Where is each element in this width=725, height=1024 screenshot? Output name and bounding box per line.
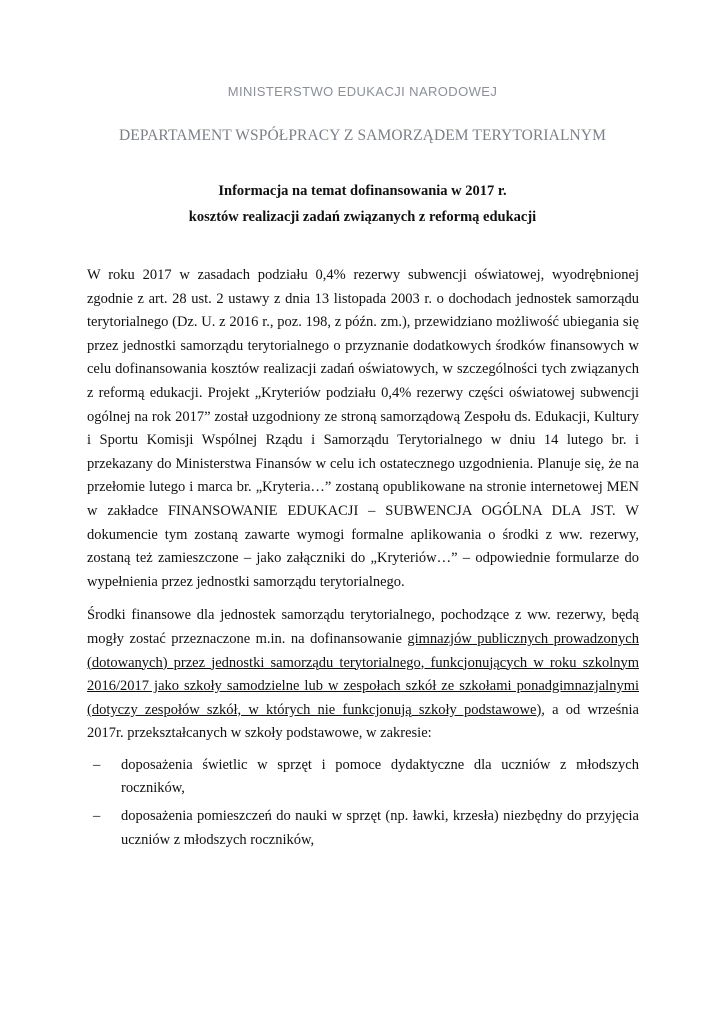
document-body (87, 264, 639, 852)
document-title (0, 178, 725, 230)
paragraph-2-start: Środki finansowe dla jednostek samorządu terytorialnego, pochodzące z ww. rezerwy, będą mogły zostać przeznaczone m.in. na dofinansowanie (87, 607, 639, 647)
paragraph-2-end: , a od września 2017r. przekształcanych w szkoły podstawowe, w zakresie: (87, 701, 639, 742)
ministry-logo-text: MINISTERSTWO EDUKACJI NARODOWEJ (227, 84, 498, 99)
paragraph-2-underlined: gimnazjów publicznych prowadzonych (dotowanych) przez jednostki samorządu terytorialnego, funkcjonujących w roku szkolnym 2016/2017 jako szkoły samodzielne lub w zespołach szkół ze szkołami ponadgimnazjalnymi (dotyczy zespołów szkół, w których nie funkcjonują szkoły podstawowe) (87, 630, 639, 718)
dash-bullet-icon: – (93, 808, 101, 825)
list-item-text: doposażenia pomieszczeń do nauki w sprzęt (np. ławki, krzesła) niezbędny do przyjęcia uczniów z młodszych roczników, (121, 808, 639, 848)
bullet-list (87, 754, 639, 852)
list-item-text: doposażenia świetlic w sprzęt i pomoce dydaktyczne dla uczniów z młodszych roczników, (121, 756, 639, 797)
paragraph-1: W roku 2017 w zasadach podziału 0,4% rezerwy subwencji oświatowej, wyodrębnionej zgodnie z art. 28 ust. 2 ustawy z dnia 13 listopada 2003 r. o dochodach jednostek samorządu terytorialnego (Dz. U. z 2016 r., poz. 198, z późn. zm.), przewidziano możliwość ubiegania się przez jednostki samorządu terytorialnego o przyznanie dodatkowych środków finansowych w celu dofinansowania kosztów realizacji zadań oświatowych, w szczególności tych związanych z reformą edukacji. Projekt „Kryteriów podziału 0,4% rezerwy części oświatowej subwencji ogólnej na rok 2017” został uzgodniony ze stroną samorządową Zespołu ds. Edukacji, Kultury i Sportu Komisji Wspólnej Rządu i Samorządu Terytorialnego w dniu 14 lutego br. i przekazany do Ministerstwa Finansów w celu ich ostatecznego uzgodnienia. Planuje się, że na przełomie lutego i marca br. „Kryteria…” zostaną opublikowane na stronie internetowej MEN w zakładce FINANSOWANIE EDUKACJI – SUBWENCJA OGÓLNA DLA JST. W dokumencie tym zostaną zawarte wymogi formalne aplikowania o środki z ww. rezerwy, zostaną też zamieszczone – jako załączniki do „Kryteriów…” – odpowiednie formularze do wypełnienia przez jednostki samorządu terytorialnego. (87, 267, 639, 590)
title-line-1: Informacja na temat dofinansowania w 2017 r. (218, 183, 507, 199)
list-item (87, 754, 639, 801)
list-item (87, 805, 639, 852)
paragraph-2 (87, 604, 639, 746)
dash-bullet-icon: – (93, 756, 101, 773)
department-name: DEPARTAMENT WSPÓŁPRACY Z SAMORZĄDEM TERYTORIALNYM (118, 127, 607, 144)
title-line-2: kosztów realizacji zadań związanych z reformą edukacji (188, 209, 537, 225)
